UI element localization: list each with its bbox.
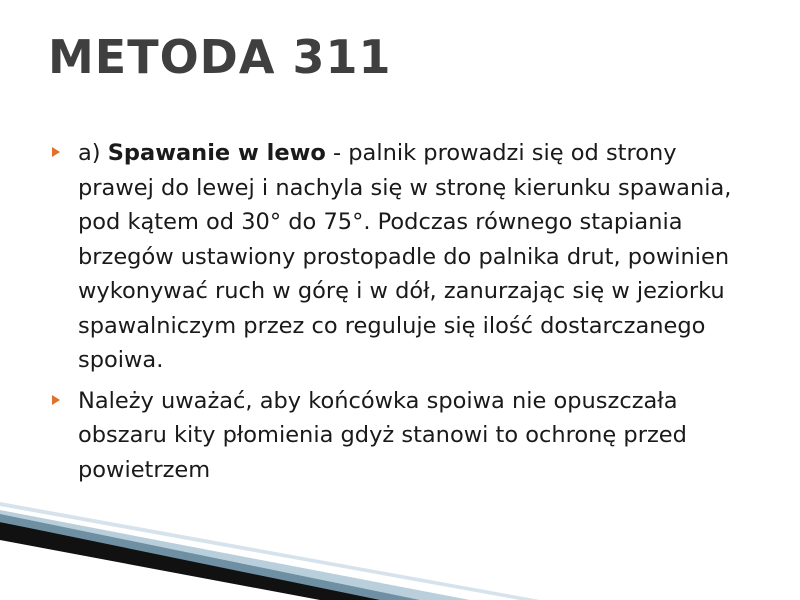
bullet-arrow-icon bbox=[52, 147, 60, 157]
swoosh-light-band bbox=[0, 510, 470, 600]
slide-title: METODA 311 bbox=[48, 30, 392, 84]
bullet-1-bold-text: Spawanie w lewo bbox=[107, 140, 326, 166]
bullet-item-2 bbox=[48, 384, 748, 488]
bullet-2-text: Należy uważać, aby końcówka spoiwa nie opuszczała obszaru kity płomienia gdyż stanowi to ochronę przed powietrzem bbox=[78, 387, 687, 483]
bullet-list bbox=[48, 136, 748, 493]
bullet-arrow-icon bbox=[52, 395, 60, 405]
bullet-1-text: - palnik prowadzi się od strony prawej do lewej i nachyla się w stronę kierunku spawania, pod kątem od 30° do 75°. Podczas równego stapiania brzegów ustawiony prostopadle do palnika drut, powinien wykonywać ruch w górę i w dół, zanurzając się w jeziorku spawalniczym przez co reguluje się ilość dostarczanego spoiwa. bbox=[78, 140, 732, 373]
decorative-swoosh bbox=[0, 500, 800, 600]
bullet-1-prefix: a) bbox=[78, 140, 108, 166]
bullet-item-1 bbox=[48, 136, 748, 378]
